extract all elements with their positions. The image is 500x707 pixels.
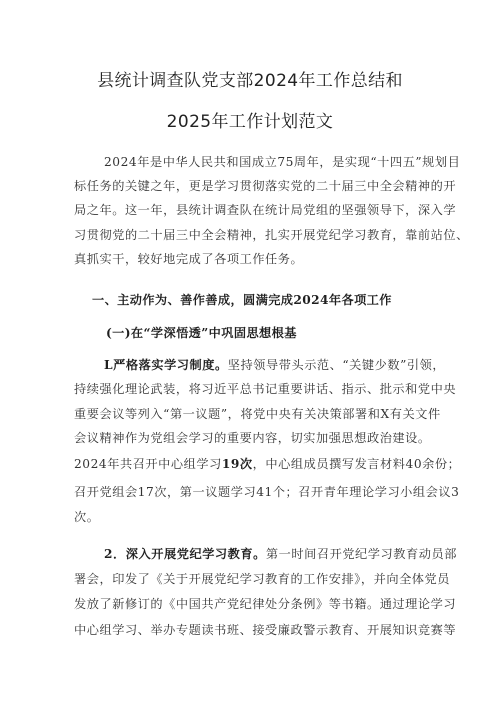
intro-line-2: 标任务的关键之年，更是学习贯彻落实党的二十届三中全会精神的开 (74, 179, 457, 193)
document-title-line-1: 县统计调查队党支部2024年工作总结和 (97, 71, 403, 91)
item1-stats-line-3: 次。 (74, 510, 100, 524)
section-heading-1: 一、主动作为、善作善成，圆满完成2024年各项工作 (92, 293, 392, 307)
item1-stats-a: 2024年共召开中心组学习 (74, 457, 222, 471)
item1-stats-b: 19次 (221, 457, 253, 471)
item1-line-1-text: 坚持领导带头示范、“关键少数”引领， (227, 358, 446, 372)
item2-line-3: 发放了新修订的《中国共产党纪律处分条例》等书籍。通过理论学习 (74, 597, 457, 611)
intro-line-3: 局之年。这一年，县统计调查队在统计局党组的坚强领导下，深入学 (74, 203, 457, 217)
intro-line-1: 2024年是中华人民共和国成立75周年，是实现“十四五”规划目 (104, 155, 461, 169)
intro-line-5: 真抓实干，较好地完成了各项工作任务。 (74, 252, 304, 266)
item1-stats-c: ，中心组成员撰写发言材料40余份； (252, 457, 461, 471)
item1-lead: L严格落实学习制度。 (104, 358, 228, 372)
item1-line-3: 重要会议等列入“第一议题”，将党中央有关决策部署和X有关文件 (74, 407, 441, 421)
item1-line-2: 持续强化理论武装，将习近平总书记重要讲话、指示、批示和党中央 (74, 382, 457, 396)
item2-line-4: 中心组学习、举办专题读书班、接受廉政警示教育、开展知识竞赛等 (74, 623, 457, 637)
item2-line-2: 署会，印发了《关于开展党纪学习教育的工作安排》，并向全体党员 (74, 572, 451, 586)
item1-stats-line-1 (74, 455, 460, 472)
subsection-heading-1: (一)在“学深悟透”中巩固思想根基 (106, 326, 297, 340)
document-title-line-2: 2025年工作计划范文 (166, 112, 334, 132)
item2-line-1-text: 第一时间召开党纪学习教育动员部 (265, 547, 457, 561)
item1-line-4: 会议精神作为党组会学习的重要内容，切实加强思想政治建设。 (74, 431, 431, 445)
item2-line-1 (104, 545, 457, 562)
item1-stats-line-2: 召开党组会17次，第一议题学习41个；召开青年理论学习小组会议3 (74, 485, 460, 499)
intro-line-4: 习贯彻党的二十届三中全会精神，扎实开展党纪学习教育，靠前站位、 (74, 228, 469, 242)
item2-lead: 2．深入开展党纪学习教育。 (104, 547, 266, 561)
item1-line-1 (104, 356, 445, 373)
